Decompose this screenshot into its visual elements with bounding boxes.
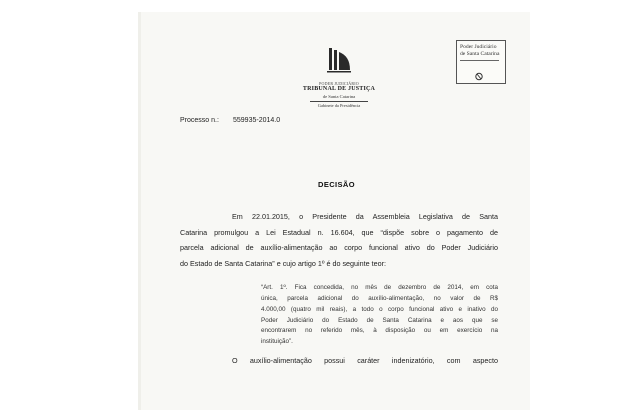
paragraph-line: Em 22.01.2015, o Presidente da Assembleia Legislativa de Santa: [232, 212, 498, 221]
paragraph-line: do Estado de Santa Catarina” e cujo artigo 1º é do seguinte teor:: [180, 259, 387, 268]
court-state: de Santa Catarina: [322, 94, 356, 99]
stamp-line-1: Poder Judiciário: [460, 44, 497, 50]
header-caption: PODER JUDICIÁRIO: [319, 81, 359, 86]
court-emblem-icon: [326, 46, 352, 74]
quote-line: “Art. 1º. Fica concedida, no mês de dezembro de 2014, em cota: [261, 284, 498, 291]
court-name: TRIBUNAL DE JUSTIÇA: [302, 86, 376, 92]
page-edge: [138, 12, 141, 410]
stamp-underline: [460, 59, 499, 61]
paragraph-line: parcela adicional de auxílio-alimentação ao corpo funcional ativo do Poder Judiciário: [180, 243, 498, 252]
quote-line: instituição”.: [261, 338, 293, 345]
process-label: Processo n.:: [180, 117, 219, 124]
header-divider: [310, 101, 368, 102]
quote-line: encontrarem no referido mês, à disposição ou em exercício na: [261, 327, 498, 334]
document-title: DECISÃO: [318, 180, 355, 189]
quote-line: Poder Judiciário do Estado de Santa Catarina e aos que se: [261, 317, 498, 324]
paragraph-line: Catarina promulgou a Lei Estadual n. 16.604, que “dispõe sobre o pagamento de: [180, 228, 498, 237]
process-number: 559935-2014.0: [233, 117, 281, 124]
quote-line: única, parcela adicional do auxílio-alimentação, no valor de R$: [261, 295, 498, 302]
stamp-line-2: de Santa Catarina: [460, 51, 500, 57]
quote-line: 4.000,00 (quatro mil reais), a todo o corpo funcional ativo e inativo do: [261, 306, 498, 313]
paragraph-line: O auxílio-alimentação possui caráter indenizatório, com aspecto: [232, 356, 498, 365]
court-office: Gabinete da Presidência: [317, 103, 361, 108]
stamp-signature-icon: [474, 72, 484, 81]
